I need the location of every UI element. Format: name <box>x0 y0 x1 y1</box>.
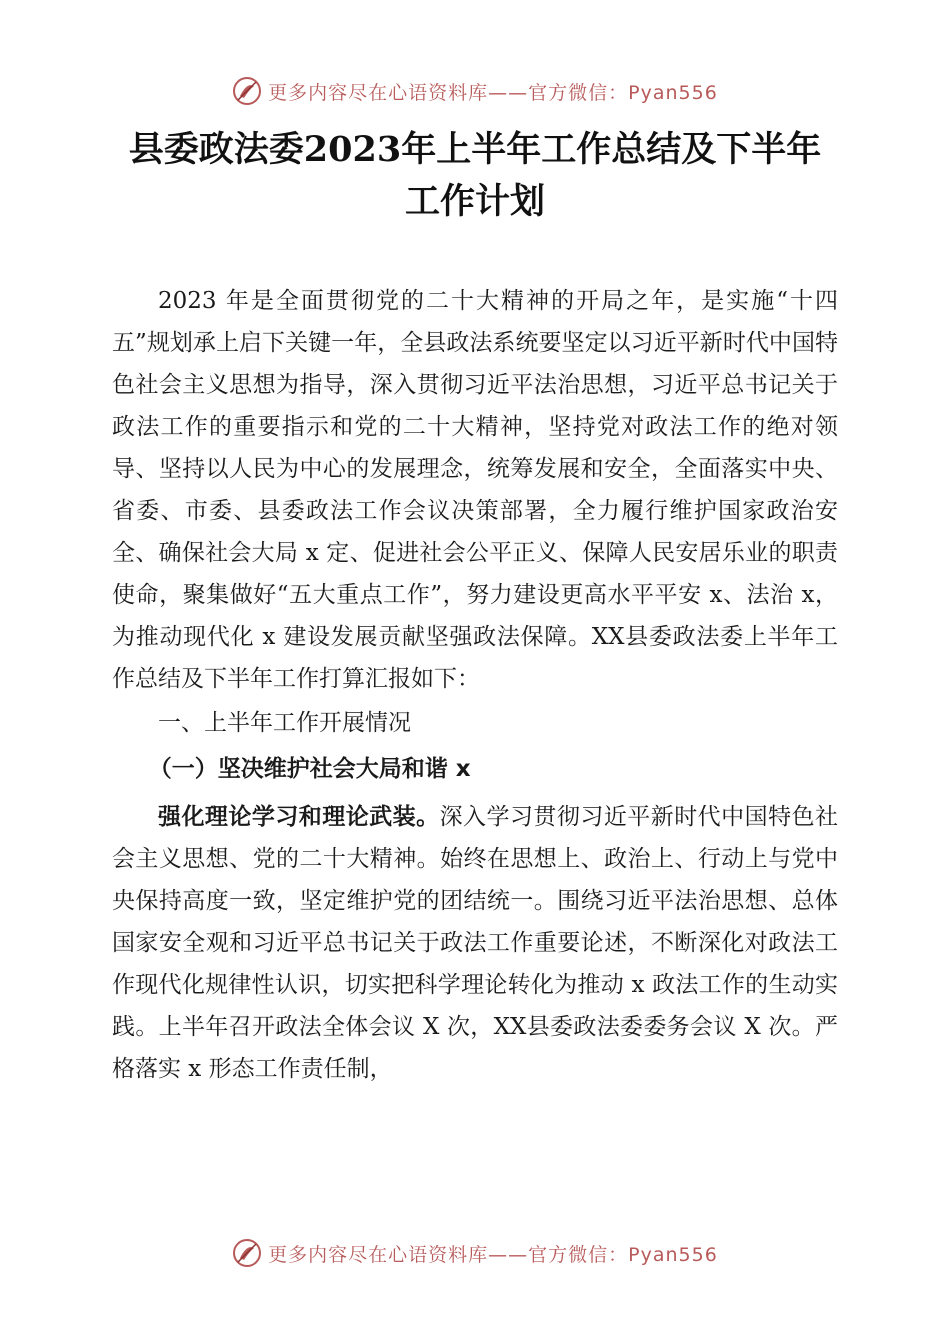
title-line-1: 县委政法委2023年上半年工作总结及下半年 <box>128 129 822 170</box>
intro-paragraph: 2023 年是全面贯彻党的二十大精神的开局之年，是实施“十四五”规划承上启下关键一年，全县政法系统要坚定以习近平新时代中国特色社会主义思想为指导，深入贯彻习近平法治思想，习近平总书记关于政法工作的重要指示和党的二十大精神，坚持党对政法工作的绝对领导、坚持以人民为中心的发展理念，统筹发展和安全，全面落实中央、省委、市委、县委政法工作会议决策部署，全力履行维护国家政治安全、确保社会大局 x 定、促进社会公平正义、保障人民安居乐业的职责使命，聚集做好“五大重点工作”，努力建设更高水平平安 x、法治 x，为推动现代化 x 建设发展贡献坚强政法保障。XX县委政法委上半年工作总结及下半年工作打算汇报如下： <box>112 288 838 692</box>
section-heading: 一、上半年工作开展情况 <box>158 710 411 736</box>
paragraph-body: 深入学习贯彻习近平新时代中国特色社会主义思想、党的二十大精神。始终在思想上、政治上、行动上与党中央保持高度一致，坚定维护党的团结统一。围绕习近平法治思想、总体国家安全观和习近平总书记关于政法工作重要论述，不断深化对政法工作现代化规律性认识，切实把科学理论转化为推动 x 政法工作的生动实践。上半年召开政法全体会议 X 次，XX县委政法委委务会议 X 次。严格落实 x 形态工作责任制， <box>112 804 839 1082</box>
watermark-header <box>0 76 950 106</box>
theory-study-paragraph <box>112 796 838 1090</box>
document-body <box>112 280 838 1090</box>
paragraph-lead: 强化理论学习和理论武装。 <box>158 804 440 830</box>
title-line-2: 工作计划 <box>404 181 545 222</box>
watermark-text: 更多内容尽在心语资料库——官方微信：Pyan556 <box>268 1243 718 1266</box>
watermark-text: 更多内容尽在心语资料库——官方微信：Pyan556 <box>268 81 718 104</box>
document-title <box>0 124 950 228</box>
watermark-footer <box>0 1238 950 1268</box>
subsection-heading: （一）坚决维护社会大局和谐 x <box>148 756 471 782</box>
watermark-logo-icon <box>232 1238 262 1268</box>
watermark-logo-icon <box>232 76 262 106</box>
